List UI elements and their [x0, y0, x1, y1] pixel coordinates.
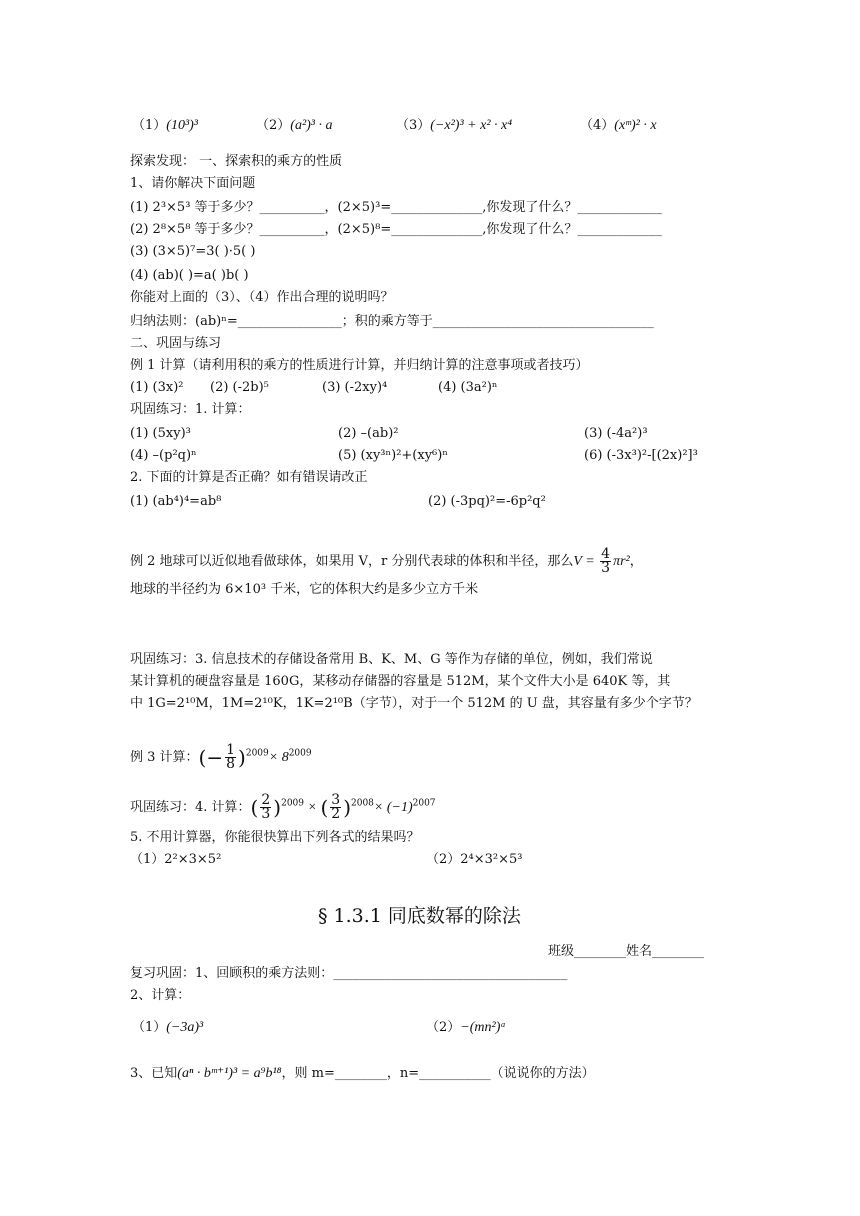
practice2-item-1: (1) (ab⁴)⁴=ab⁸	[130, 494, 222, 509]
explore-heading: 探索发现： 一、探索积的乘方的性质	[130, 154, 343, 169]
practice3-line2: 某计算机的硬盘容量是 160G，某移动存储器的容量是 512M，某个文件大小是 640K 等，其	[130, 674, 671, 689]
practice5-item-1: （1）2²×3×5²	[130, 852, 222, 867]
practice4: 巩固练习：4. 计算：( $\frac{2}{3}$ )$^{2009}$ × ( $\frac{3}{2}$ )$^{2008}\times (-1)^{2007}$	[130, 792, 436, 822]
example2-line1: 例 2 地球可以近似地看做球体，如果用 V，r 分别代表球的体积和半径，那么V = $\frac{4}{3}$ πr²，	[130, 546, 643, 576]
example3: 例 3 计算：(− $\frac{1}{8}$ )$^{2009}\times 8^{2009}$	[130, 742, 312, 772]
practice1-item-1: (1) (5xy)³	[130, 426, 191, 441]
top-item-1: （1）(10³)³	[132, 118, 198, 133]
practice-heading: 二、巩固与练习	[130, 336, 222, 351]
top-item-4: （4）(xᵐ)² · x	[580, 118, 657, 133]
section-title: § 1.3.1 同底数幂的除法	[318, 905, 521, 927]
practice1-item-5: (5) (xy³ⁿ)²+(xy⁶)ⁿ	[338, 448, 448, 463]
example1-item-1: (1) (3x)²	[130, 380, 184, 395]
example1-text: 例 1 计算（请利用积的乘方的性质进行计算，并归纳计算的注意事项或者技巧）	[130, 358, 589, 373]
question-3: 3、已知(aⁿ · bᵐ⁺¹)³ = a⁹b¹⁸，则 m=________，n=___________（说说你的方法）	[130, 1066, 595, 1081]
practice3-line3: 中 1G=2¹⁰M，1M=2¹⁰K，1K=2¹⁰B（字节），对于一个 512M 的 U 盘，其容量有多少个字节？	[130, 696, 698, 711]
calc-title: 2、计算：	[130, 988, 191, 1003]
explore-intro: 1、请你解决下面问题	[130, 176, 256, 191]
practice1-title: 巩固练习：1. 计算：	[130, 402, 251, 417]
practice4-fraction-1: $\frac{2}{3}$	[261, 792, 271, 822]
example2-fraction: $\frac{4}{3}$	[601, 546, 611, 576]
practice1-item-2: (2) –(ab)²	[338, 426, 399, 441]
practice1-item-4: (4) –(p²q)ⁿ	[130, 448, 197, 463]
explore-q2: (2) 2⁸×5⁸ 等于多少？__________，(2×5)⁸=______________,你发现了什么？_____________	[130, 222, 662, 237]
explore-q3: (3) (3×5)⁷=3( )·5( )	[130, 244, 256, 259]
calc-item-1: （1）(−3a)³	[132, 1020, 204, 1035]
practice1-item-3: (3) (-4a²)³	[584, 426, 648, 441]
example1-item-4: (4) (3a²)ⁿ	[438, 380, 498, 395]
class-name-line: 班级________姓名________	[548, 944, 705, 959]
calc-item-2: （2）−(mn²)ᵃ	[426, 1020, 506, 1035]
explore-q1: (1) 2³×5³ 等于多少？__________，(2×5)³=______________,你发现了什么？_____________	[130, 200, 662, 215]
example1-item-3: (3) (-2xy)⁴	[322, 380, 388, 395]
explore-ask: 你能对上面的（3）、（4）作出合理的说明吗？	[130, 290, 394, 305]
explore-q4: (4) (ab)( )=a( )b( )	[130, 268, 249, 283]
practice1-item-6: (6) (-3x³)²-[(2x)²]³	[584, 448, 698, 463]
review-line: 复习巩固：1、回顾积的乘方法则：____________________________________	[130, 966, 568, 981]
example3-fraction: $\frac{1}{8}$	[226, 742, 236, 772]
top-item-3: （3）(−x²)³ + x² · x⁴	[396, 118, 513, 133]
practice3-line1: 巩固练习：3. 信息技术的存储设备常用 B、K、M、G 等作为存储的单位，例如，我们常说	[130, 652, 653, 667]
explore-rule: 归纳法则：(ab)ⁿ=________________；积的乘方等于__________________________________	[130, 314, 654, 329]
example2-line2: 地球的半径约为 6×10³ 千米，它的体积大约是多少立方千米	[130, 582, 479, 597]
practice5-item-2: （2）2⁴×3²×5³	[426, 852, 523, 867]
practice5-title: 5. 不用计算器，你能很快算出下列各式的结果吗？	[130, 830, 420, 845]
top-item-2: （2）(a²)³ · a	[256, 118, 333, 133]
example1-item-2: (2) (-2b)⁵	[210, 380, 269, 395]
practice2-title: 2. 下面的计算是否正确？如有错误请改正	[130, 470, 368, 485]
practice4-fraction-2: $\frac{3}{2}$	[331, 792, 341, 822]
practice2-item-2: (2) (-3pq)²=-6p²q²	[428, 494, 546, 509]
